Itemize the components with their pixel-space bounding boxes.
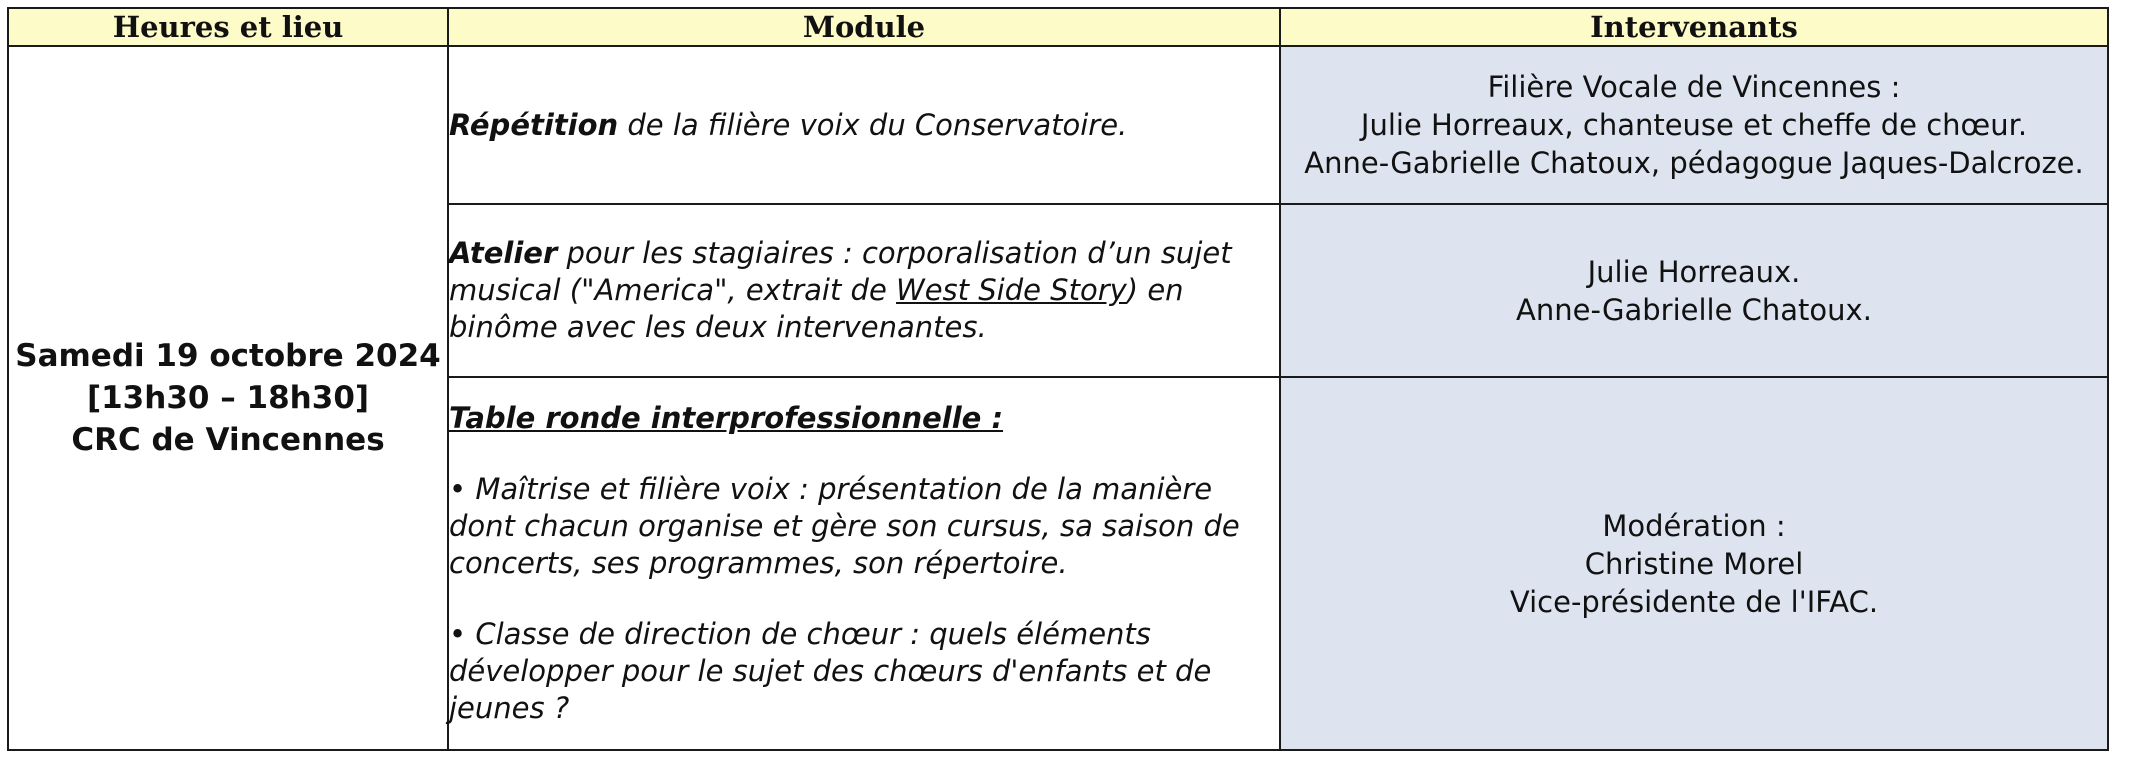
event-hours: [13h30 – 18h30] bbox=[86, 380, 370, 416]
intervenant-line: Anne-Gabrielle Chatoux, pédagogue Jaques-Dalcroze. bbox=[1304, 146, 2084, 180]
module-cell bbox=[448, 46, 1280, 204]
module-text: pour les stagiaires : corporalisation d’un sujet musical ("America", extrait de bbox=[449, 236, 1232, 307]
header-module: Module bbox=[448, 8, 1280, 46]
event-place: CRC de Vincennes bbox=[71, 422, 385, 458]
event-date: Samedi 19 octobre 2024 bbox=[15, 338, 441, 374]
schedule-table bbox=[7, 7, 2109, 751]
header-row bbox=[8, 8, 2108, 46]
work-title: West Side Story bbox=[896, 273, 1127, 307]
intervenant-line: Anne-Gabrielle Chatoux. bbox=[1516, 292, 1872, 327]
lieu-cell bbox=[8, 46, 448, 750]
header-intervenants: Intervenants bbox=[1280, 8, 2108, 46]
header-lieu: Heures et lieu bbox=[8, 8, 448, 46]
intervenant-line: Vice-présidente de l'IFAC. bbox=[1509, 584, 1879, 619]
module-cell bbox=[448, 377, 1280, 750]
bullet-item: • Maîtrise et filière voix : présentation de la manière dont chacun organise et gère son cursus, sa saison de concerts, ses programmes, son répertoire. bbox=[449, 472, 1240, 580]
intervenants-cell bbox=[1280, 204, 2108, 377]
intervenants-cell bbox=[1280, 377, 2108, 750]
module-title: Table ronde interprofessionnelle : bbox=[449, 401, 1004, 435]
intervenant-line: Filière Vocale de Vincennes : bbox=[1487, 70, 1901, 104]
intervenant-line: Modération : bbox=[1602, 508, 1786, 543]
table-row bbox=[8, 46, 2108, 204]
intervenant-line: Julie Horreaux, chanteuse et cheffe de chœur. bbox=[1360, 108, 2028, 142]
module-title: Répétition bbox=[449, 107, 619, 142]
intervenant-line: Christine Morel bbox=[1584, 546, 1804, 581]
module-title: Atelier bbox=[449, 236, 558, 270]
module-text: ) en binôme avec les deux intervenantes. bbox=[449, 273, 1184, 344]
module-text: de la filière voix du Conservatoire. bbox=[618, 107, 1128, 142]
intervenant-line: Julie Horreaux. bbox=[1587, 254, 1801, 289]
bullet-item: • Classe de direction de chœur : quels éléments développer pour le sujet des chœurs d'enfants et de jeunes ? bbox=[449, 617, 1212, 725]
module-cell bbox=[448, 204, 1280, 377]
intervenants-cell bbox=[1280, 46, 2108, 204]
